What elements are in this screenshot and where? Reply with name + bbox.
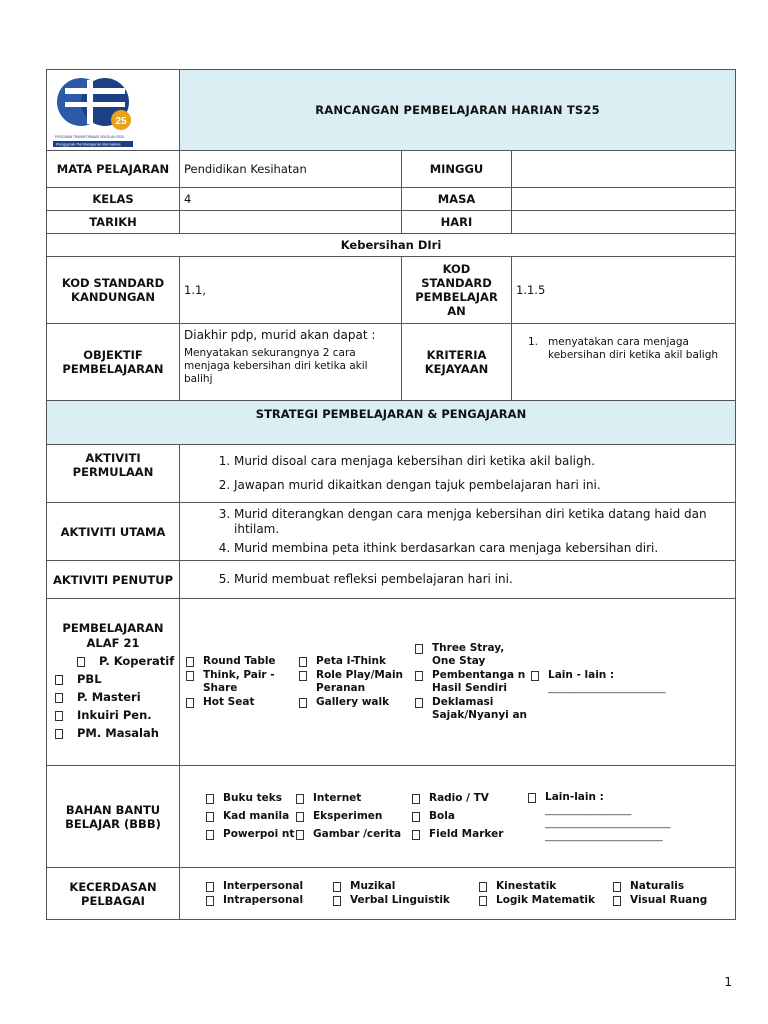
- utama-item: 3. Murid diterangkan dengan cara menjga kebersihan diri ketika datang haid dan ihtilam.: [234, 507, 731, 537]
- bbb-lain-choice[interactable]: Lain-lain :: [528, 791, 728, 804]
- kecerdasan-choice[interactable]: Kinestatik: [479, 880, 613, 893]
- checkbox-icon[interactable]: [333, 882, 341, 892]
- utama-list: [184, 507, 731, 556]
- bbb-col3: [412, 791, 528, 842]
- bbb-lain: [528, 790, 728, 844]
- hari-value: [512, 211, 736, 234]
- checkbox-icon[interactable]: [206, 794, 214, 804]
- kecerdasan-choice[interactable]: Visual Ruang: [613, 894, 723, 907]
- row-topic: [47, 234, 736, 257]
- alaf21-choice[interactable]: Hot Seat: [186, 696, 299, 709]
- checkbox-icon[interactable]: [415, 644, 423, 654]
- bbb-choice[interactable]: Radio / TV: [412, 792, 528, 805]
- kecerdasan-choice[interactable]: Intrapersonal: [206, 894, 333, 907]
- utama-label: AKTIVITI UTAMA: [47, 503, 180, 561]
- rph-table: [46, 69, 736, 920]
- alaf21-col1: [186, 654, 299, 710]
- alaf21-option[interactable]: PBL: [51, 672, 175, 687]
- checkbox-icon[interactable]: [528, 793, 536, 803]
- bbb-line[interactable]: ______________________________: [545, 831, 663, 842]
- alaf21-label: PEMBELAJARAN ALAF 21: [62, 620, 164, 650]
- permulaan-item: 2. Jawapan murid dikaitkan dengan tajuk pembelajaran hari ini.: [234, 478, 731, 493]
- alaf21-choice[interactable]: Role Play/Main Peranan: [299, 669, 415, 695]
- kriteria-label: KRITERIA KEJAYAAN: [402, 324, 512, 401]
- mata-pelajaran-label: MATA PELAJARAN: [47, 151, 180, 188]
- masa-value: [512, 188, 736, 211]
- row-objektif: [47, 324, 736, 401]
- bbb-choice[interactable]: Gambar /cerita: [296, 828, 412, 841]
- alaf21-options-cell: [180, 599, 736, 766]
- bbb-choice[interactable]: Powerpoi nt: [206, 828, 296, 841]
- bbb-col1: [206, 791, 296, 842]
- topic-title: Kebersihan DIri: [47, 234, 736, 257]
- alaf21-cell: [47, 599, 180, 766]
- hari-label: HARI: [402, 211, 512, 234]
- checkbox-icon[interactable]: [55, 675, 63, 685]
- checkbox-icon[interactable]: [613, 882, 621, 892]
- checkbox-icon[interactable]: [299, 657, 307, 667]
- permulaan-label: AKTIVITI PERMULAAN: [47, 445, 180, 503]
- checkbox-icon[interactable]: [613, 896, 621, 906]
- bbb-line[interactable]: ________________________________: [545, 818, 670, 829]
- row-mata-pelajaran: [47, 151, 736, 188]
- kecerdasan-choice[interactable]: Interpersonal: [206, 880, 333, 893]
- row-kecerdasan: [47, 868, 736, 920]
- alaf21-option[interactable]: P. Masteri: [51, 690, 175, 705]
- penutup-item: 5. Murid membuat refleksi pembelajaran hari ini.: [234, 572, 731, 587]
- mata-pelajaran-value: Pendidikan Kesihatan: [180, 151, 402, 188]
- checkbox-icon[interactable]: [296, 794, 304, 804]
- objektif-label: OBJEKTIF PEMBELAJARAN: [47, 324, 180, 401]
- objektif-cell: [180, 324, 402, 401]
- bbb-choice[interactable]: Field Marker: [412, 828, 528, 841]
- bbb-col2: [296, 791, 412, 842]
- checkbox-icon[interactable]: [333, 896, 341, 906]
- checkbox-icon[interactable]: [299, 698, 307, 708]
- alaf21-choice[interactable]: Think, Pair - Share: [186, 669, 299, 695]
- bbb-choice[interactable]: Internet: [296, 792, 412, 805]
- alaf21-choice[interactable]: Gallery walk: [299, 696, 415, 709]
- alaf21-lain: [531, 668, 731, 696]
- masa-label: MASA: [402, 188, 512, 211]
- checkbox-icon[interactable]: [299, 671, 307, 681]
- checkbox-icon[interactable]: [55, 729, 63, 739]
- bbb-choice[interactable]: Bola: [412, 810, 528, 823]
- kecerdasan-col1: [206, 879, 333, 908]
- minggu-value: [512, 151, 736, 188]
- title-row: [47, 70, 736, 151]
- penutup-list: [184, 572, 731, 587]
- logo-caption-1: PROGRAM TRANSFORMASI SEKOLAH 2025: [55, 135, 124, 139]
- checkbox-icon[interactable]: [55, 693, 63, 703]
- alaf21-option[interactable]: PM. Masalah: [51, 726, 175, 741]
- checkbox-icon[interactable]: [77, 657, 85, 667]
- row-alaf21: [47, 599, 736, 766]
- checkbox-icon[interactable]: [186, 657, 194, 667]
- alaf21-choice[interactable]: Pembentanga n Hasil Sendiri: [415, 669, 531, 695]
- permulaan-item: 1. Murid disoal cara menjaga kebersihan diri ketika akil baligh.: [234, 454, 731, 469]
- row-kod-standard: [47, 257, 736, 324]
- kecerdasan-choice[interactable]: Muzikal: [333, 880, 479, 893]
- checkbox-icon[interactable]: [206, 812, 214, 822]
- checkbox-icon[interactable]: [479, 882, 487, 892]
- checkbox-icon[interactable]: [412, 794, 420, 804]
- kecerdasan-choice[interactable]: Naturalis: [613, 880, 723, 893]
- tarikh-value: [180, 211, 402, 234]
- bbb-options-cell: [180, 766, 736, 868]
- logo-number: 25: [115, 116, 127, 127]
- kecerdasan-choice[interactable]: Logik Matematik: [479, 894, 613, 907]
- ts25-logo: [51, 70, 141, 150]
- alaf21-lain-line[interactable]: ______________________________: [548, 684, 666, 694]
- permulaan-list: [184, 454, 731, 493]
- logo-cell: [47, 70, 180, 151]
- row-penutup: [47, 561, 736, 599]
- alaf21-option[interactable]: Inkuiri Pen.: [51, 708, 175, 723]
- kriteria-text: menyatakan cara menjaga kebersihan diri ketika akil baligh: [548, 336, 719, 361]
- checkbox-icon[interactable]: [55, 711, 63, 721]
- alaf21-col2: [299, 654, 415, 710]
- alaf21-choice[interactable]: Round Table: [186, 655, 299, 668]
- checkbox-icon[interactable]: [206, 896, 214, 906]
- row-bbb: [47, 766, 736, 868]
- row-tarikh: [47, 211, 736, 234]
- bbb-choice[interactable]: Kad manila: [206, 810, 296, 823]
- bbb-label: BAHAN BANTU BELAJAR (BBB): [47, 766, 180, 868]
- kriteria-num: 1.: [527, 336, 538, 348]
- kelas-label: KELAS: [47, 188, 180, 211]
- kriteria-cell: [512, 324, 736, 401]
- bbb-choice[interactable]: Eksperimen: [296, 810, 412, 823]
- checkbox-icon[interactable]: [412, 830, 420, 840]
- alaf21-option[interactable]: P. Koperatif: [51, 654, 175, 669]
- tarikh-label: TARIKH: [47, 211, 180, 234]
- alaf21-choice[interactable]: Deklamasi Sajak/Nyanyi an: [415, 696, 531, 722]
- checkbox-icon[interactable]: [415, 671, 423, 681]
- kelas-value: 4: [180, 188, 402, 211]
- minggu-label: MINGGU: [402, 151, 512, 188]
- alaf21-lain-choice[interactable]: Lain - lain :: [531, 669, 731, 682]
- alaf21-col3: [415, 641, 531, 723]
- utama-item: 4. Murid membina peta ithink berdasarkan cara menjaga kebersihan diri.: [234, 541, 731, 556]
- kecerdasan-col2: [333, 879, 479, 908]
- checkbox-icon[interactable]: [412, 812, 420, 822]
- checkbox-icon[interactable]: [296, 830, 304, 840]
- utama-cell: [180, 503, 736, 561]
- bbb-line[interactable]: ______________________: [545, 805, 631, 816]
- checkbox-icon[interactable]: [186, 698, 194, 708]
- kecerdasan-label: KECERDASAN PELBAGAI: [47, 868, 180, 920]
- objektif-text: Menyatakan sekurangnya 2 cara menjaga kebersihan diri ketika akil balihj: [184, 347, 368, 385]
- kod-sk-value: 1.1,: [180, 257, 402, 324]
- kecerdasan-col3: [479, 879, 613, 908]
- row-kelas: [47, 188, 736, 211]
- checkbox-icon[interactable]: [531, 671, 539, 681]
- strategi-heading: STRATEGI PEMBELAJARAN & PENGAJARAN: [47, 401, 736, 445]
- checkbox-icon[interactable]: [415, 698, 423, 708]
- alaf21-choice[interactable]: Three Stray, One Stay: [415, 642, 531, 668]
- page-title: RANCANGAN PEMBELAJARAN HARIAN TS25: [180, 70, 736, 151]
- penutup-label: AKTIVITI PENUTUP: [47, 561, 180, 599]
- kod-sp-label: KOD STANDARD PEMBELAJAR AN: [402, 257, 512, 324]
- kod-sp-value: 1.1.5: [512, 257, 736, 324]
- kecerdasan-col4: [613, 879, 723, 908]
- alaf21-choice[interactable]: Peta I-Think: [299, 655, 415, 668]
- logo-caption-2: Penggerak Pembelajaran Bermakna: [56, 141, 121, 147]
- page-number: 1: [724, 975, 732, 989]
- bbb-choice[interactable]: Buku teks: [206, 792, 296, 805]
- kod-sk-label: KOD STANDARD KANDUNGAN: [47, 257, 180, 324]
- permulaan-cell: [180, 445, 736, 503]
- checkbox-icon[interactable]: [206, 830, 214, 840]
- checkbox-icon[interactable]: [206, 882, 214, 892]
- row-strategi-heading: [47, 401, 736, 445]
- penutup-cell: [180, 561, 736, 599]
- row-permulaan: [47, 445, 736, 503]
- row-utama: [47, 503, 736, 561]
- checkbox-icon[interactable]: [296, 812, 304, 822]
- kecerdasan-choice[interactable]: Verbal Linguistik: [333, 894, 479, 907]
- checkbox-icon[interactable]: [479, 896, 487, 906]
- objektif-intro: Diakhir pdp, murid akan dapat :: [184, 328, 376, 342]
- kecerdasan-options-cell: [180, 868, 736, 920]
- checkbox-icon[interactable]: [186, 671, 194, 681]
